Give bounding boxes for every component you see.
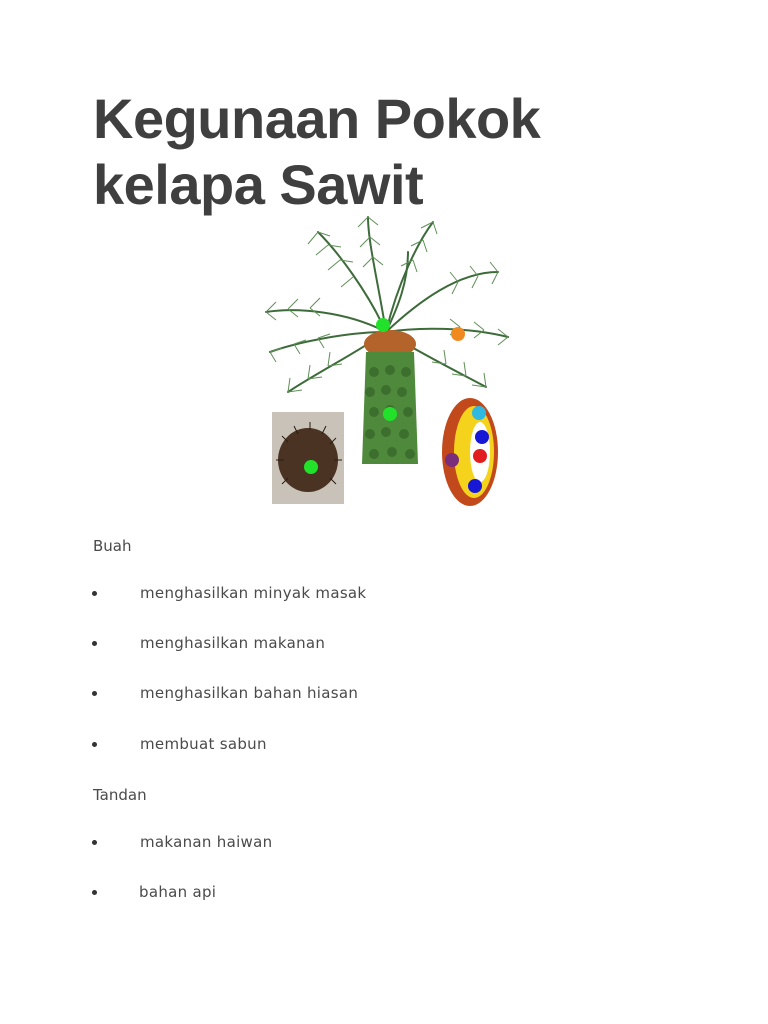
list-item: [0, 735, 500, 755]
list-item-text: makanan haiwan: [140, 833, 273, 851]
bullet-icon: [92, 742, 97, 747]
marker-trunk: [383, 407, 397, 421]
bullet-icon: [92, 691, 97, 696]
marker-fruit-mesocarp: [445, 453, 459, 467]
marker-fruit-kernel: [475, 430, 489, 444]
marker-frond: [451, 327, 465, 341]
marker-fruit-shell: [472, 406, 486, 420]
section-heading-tandan: Tandan: [93, 786, 147, 804]
bullet-icon: [92, 641, 97, 646]
list-item-text: bahan api: [139, 883, 217, 901]
list-item: [0, 684, 500, 704]
list-item-text: menghasilkan minyak masak: [140, 584, 367, 602]
list-item: [0, 634, 500, 654]
bullet-icon: [92, 840, 97, 845]
title-line-1: Kegunaan Pokok: [93, 87, 541, 150]
page-title: [93, 86, 540, 218]
fruit-bunch: [278, 428, 338, 492]
section-heading-buah: Buah: [93, 537, 132, 555]
list-item: [0, 584, 500, 604]
bullet-icon: [92, 591, 97, 596]
bullet-icon: [92, 890, 97, 895]
oil-palm-tree-icon: [258, 212, 514, 512]
marker-fruit-base: [468, 479, 482, 493]
marker-crown: [376, 318, 390, 332]
list-item: [0, 833, 500, 853]
marker-bunch: [304, 460, 318, 474]
list-item-text: membuat sabun: [140, 735, 267, 753]
oil-palm-illustration: [258, 212, 514, 512]
title-line-2: kelapa Sawit: [93, 153, 424, 216]
list-item-text: menghasilkan bahan hiasan: [140, 684, 359, 702]
marker-fruit-center: [473, 449, 487, 463]
list-item: [0, 883, 500, 903]
list-item-text: menghasilkan makanan: [140, 634, 326, 652]
